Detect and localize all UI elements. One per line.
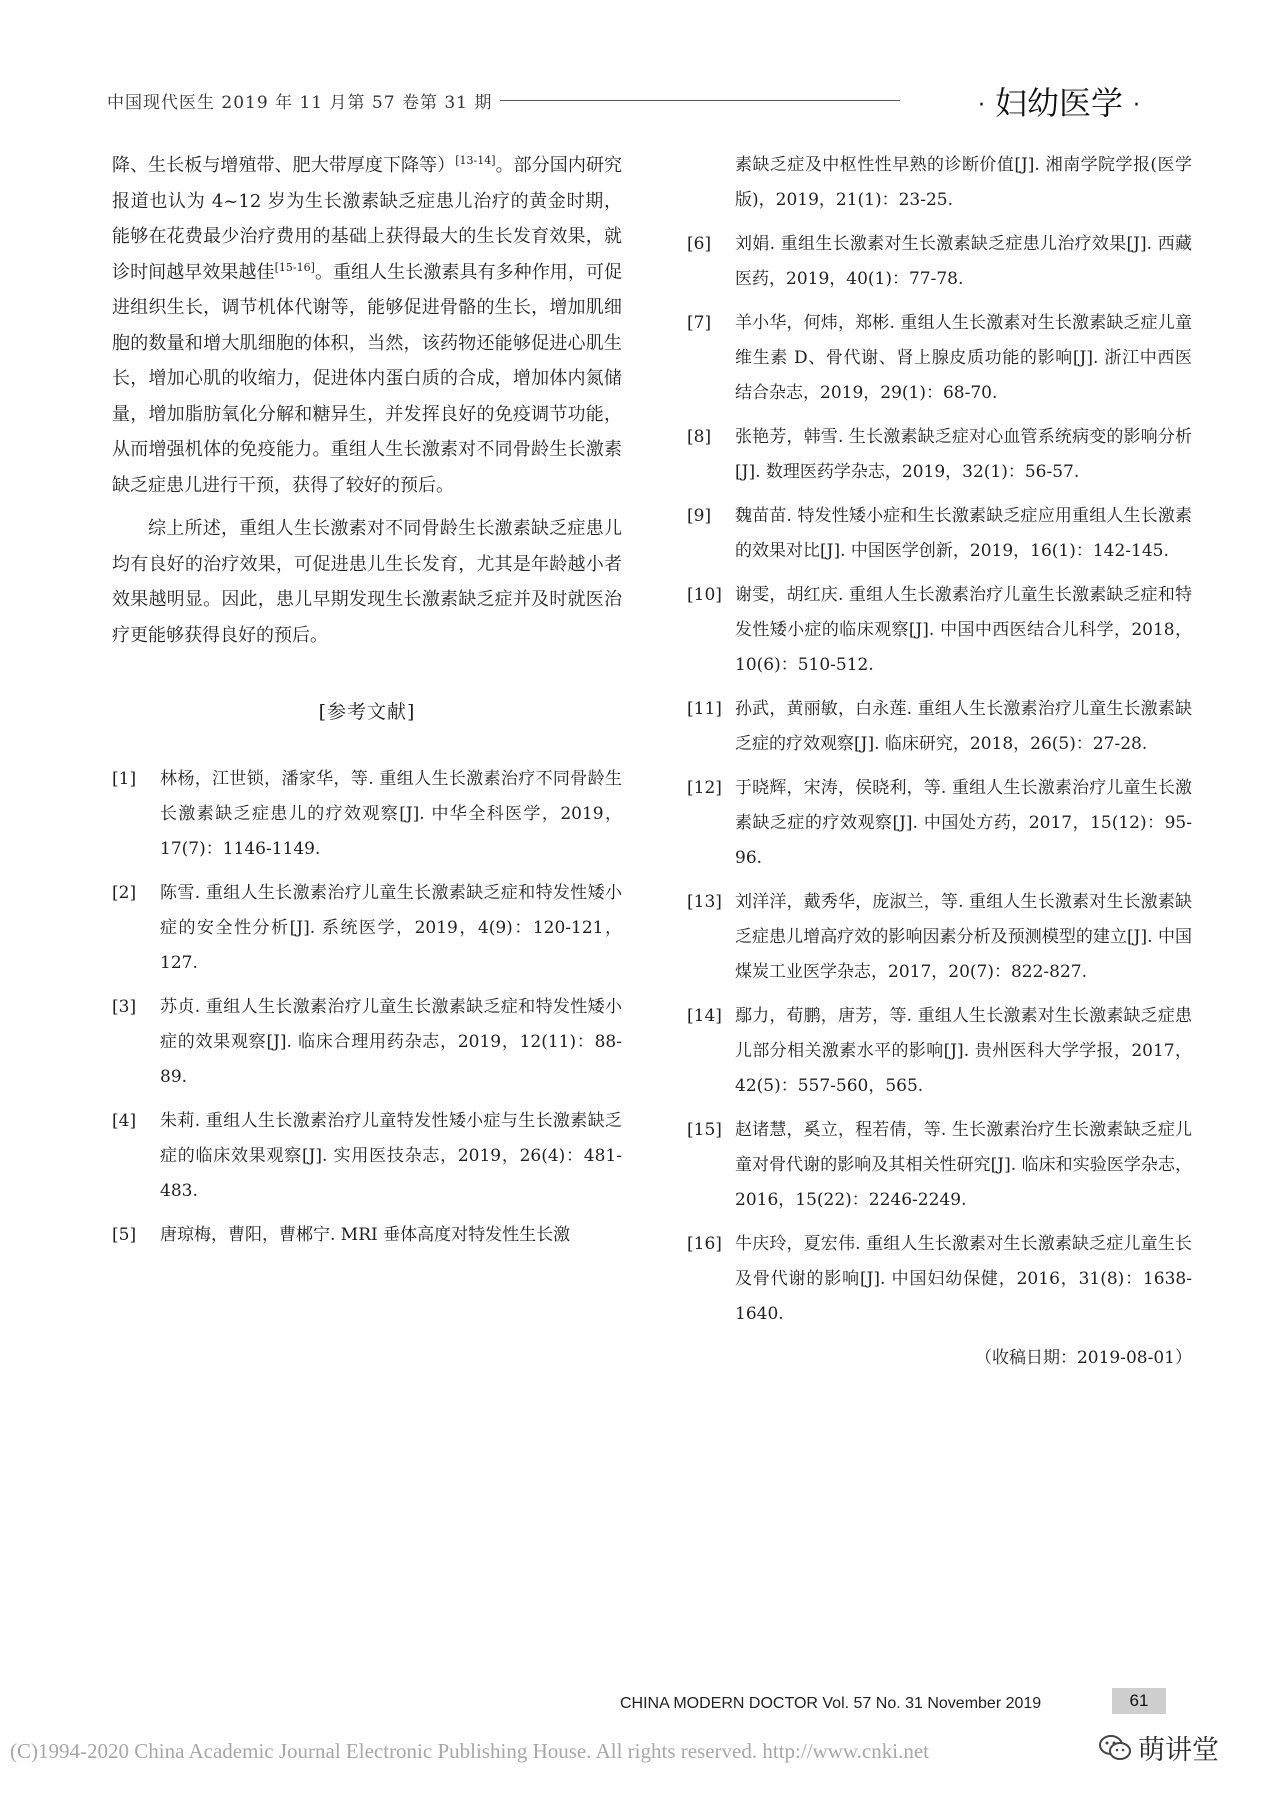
reference-text: 张艳芳，韩雪. 生长激素缺乏症对心血管系统病变的影响分析[J]. 数理医药学杂志，2019，32(1)：56-57. <box>735 427 1192 482</box>
body-paragraph-2: 综上所述，重组人生长激素对不同骨龄生长激素缺乏症患儿均有良好的治疗效果，可促进患儿生长发育，尤其是年龄越小者效果越明显。因此，患儿早期发现生长激素缺乏症并及时就医治疗更能够获得良好的预后。 <box>112 518 622 646</box>
reference-text: 刘洋洋，戴秀华，庞淑兰，等. 重组人生长激素对生长激素缺乏症患儿增高疗效的影响因素分析及预测模型的建立[J]. 中国煤炭工业医学杂志，2017，20(7)：822-827. <box>735 892 1192 982</box>
reference-text: 朱莉. 重组人生长激素治疗儿童特发性矮小症与生长激素缺乏症的临床效果观察[J]. 实用医技杂志，2019，26(4)：481-483. <box>160 1111 622 1201</box>
wechat-icon <box>1098 1734 1132 1762</box>
reference-number: [9] <box>687 506 712 526</box>
reference-text: 陈雪. 重组人生长激素治疗儿童生长激素缺乏症和特发性矮小症的安全性分析[J]. 系统医学，2019，4(9)：120-121，127. <box>160 883 622 973</box>
reference-item <box>687 1227 1192 1332</box>
body-paragraph-1: 降、生长板与增殖带、肥大带厚度下降等）[13-14]。部分国内研究报道也认为 4~12 岁为生长激素缺乏症患儿治疗的黄金时期，能够在花费最少治疗费用的基础上获得最大的生长发育效果，就诊时间越早效果越佳[15-16]。重组人生长激素具有多种作用，可促进组织生长，调节机体代谢等，能够促进骨骼的生长，增加肌细胞的数量和增大肌细胞的体积，当然，该药物还能够促进心肌生长，增加心肌的收缩力，促进体内蛋白质的合成，增加体内氮储量，增加脂肪氧化分解和糖异生，并发挥良好的免疫调节功能，从而增强机体的免疫能力。重组人生长激素对不同骨龄生长激素缺乏症患儿进行干预，获得了较好的预后。 <box>112 154 623 496</box>
reference-number: [8] <box>687 427 712 447</box>
reference-text: 刘娟. 重组生长激素对生长激素缺乏症患儿治疗效果[J]. 西藏医药，2019，40(1)：77-78. <box>735 234 1192 289</box>
reference-number: [1] <box>112 769 137 789</box>
watermark-text: 萌讲堂 <box>1138 1735 1219 1766</box>
reference-text: 林杨，江世锁，潘家华，等. 重组人生长激素治疗不同骨龄生长激素缺乏症患儿的疗效观察[J]. 中华全科医学，2019，17(7)：1146-1149. <box>160 769 622 859</box>
page-number: 61 <box>1112 1688 1166 1714</box>
section-dot-right: · <box>1133 92 1141 118</box>
reference-item <box>112 876 622 981</box>
reference-text: 谢雯，胡红庆. 重组人生长激素治疗儿童生长激素缺乏症和特发性矮小症的临床观察[J]. 中国中西医结合儿科学，2018，10(6)：510-512. <box>735 585 1192 675</box>
reference-text: 苏贞. 重组人生长激素治疗儿童生长激素缺乏症和特发性矮小症的效果观察[J]. 临床合理用药杂志，2019，12(11)：88-89. <box>160 997 622 1087</box>
reference-text: 孙武，黄丽敏，白永莲. 重组人生长激素治疗儿童生长激素缺乏症的疗效观察[J]. 临床研究，2018，26(5)：27-28. <box>735 699 1192 754</box>
reference-text: 于晓辉，宋涛，侯晓利，等. 重组人生长激素治疗儿童生长激素缺乏症的疗效观察[J]. 中国处方药，2017，15(12)：95-96. <box>735 778 1192 868</box>
citation-15-16[interactable]: [15-16] <box>274 260 315 274</box>
right-column <box>687 148 1192 1376</box>
received-date: （收稿日期：2019-08-01） <box>974 1348 1192 1368</box>
reference-5-continuation: 素缺乏症及中枢性性早熟的诊断价值[J]. 湘南学院学报(医学版)，2019，21(1)：23-25. <box>735 155 1192 210</box>
reference-item <box>112 990 622 1095</box>
reference-text: 羊小华，何炜，郑彬. 重组人生长激素对生长激素缺乏症儿童维生素 D、骨代谢、肾上腺皮质功能的影响[J]. 浙江中西医结合杂志，2019，29(1)：68-70. <box>735 313 1192 403</box>
section-label: 妇幼医学 <box>995 84 1124 122</box>
reference-item <box>687 692 1192 762</box>
reference-number: [12] <box>687 778 722 798</box>
citation-13-14[interactable]: [13-14] <box>455 154 496 167</box>
left-column <box>112 148 622 1262</box>
reference-number: [4] <box>112 1111 137 1131</box>
watermark <box>1098 1728 1219 1767</box>
reference-number: [14] <box>687 1006 722 1026</box>
footer-citation: CHINA MODERN DOCTOR Vol. 57 No. 31 November 2019 <box>620 1695 1042 1712</box>
reference-item <box>687 499 1192 569</box>
reference-number: [2] <box>112 883 137 903</box>
reference-number: [15] <box>687 1120 722 1140</box>
references-list-left <box>112 762 622 1253</box>
reference-text: 唐琼梅，曹阳，曹郴宁. MRI 垂体高度对特发性生长激 <box>160 1225 571 1245</box>
reference-item <box>687 885 1192 990</box>
reference-item <box>687 420 1192 490</box>
reference-number: [7] <box>687 313 712 333</box>
reference-text: 鄢力，荀鹏，唐芳，等. 重组人生长激素对生长激素缺乏症患儿部分相关激素水平的影响[J]. 贵州医科大学学报，2017，42(5)：557-560，565. <box>735 1006 1192 1096</box>
reference-item <box>687 227 1192 297</box>
reference-item <box>112 1218 622 1253</box>
reference-number: [13] <box>687 892 722 912</box>
reference-number: [3] <box>112 997 137 1017</box>
section-dot-left: · <box>978 92 985 118</box>
reference-text: 魏苗苗. 特发性矮小症和生长激素缺乏症应用重组人生长激素的效果对比[J]. 中国医学创新，2019，16(1)：142-145. <box>735 506 1192 561</box>
reference-number: [10] <box>687 585 722 605</box>
reference-number: [11] <box>687 699 722 719</box>
section-title <box>968 78 1150 124</box>
references-heading: [参考文献] <box>318 701 416 723</box>
reference-number: [6] <box>687 234 712 254</box>
reference-number: [16] <box>687 1234 722 1254</box>
reference-item <box>687 578 1192 683</box>
header-rule <box>500 100 900 101</box>
copyright-line: (C)1994-2020 China Academic Journal Electronic Publishing House. All rights reserved. http://www.cnki.net <box>10 1739 929 1763</box>
reference-item <box>687 771 1192 876</box>
reference-item <box>112 1104 622 1209</box>
reference-text: 牛庆玲，夏宏伟. 重组人生长激素对生长激素缺乏症儿童生长及骨代谢的影响[J]. 中国妇幼保健，2016，31(8)：1638-1640. <box>735 1234 1192 1324</box>
reference-number: [5] <box>112 1225 137 1245</box>
reference-text: 赵诸慧，奚立，程若倩，等. 生长激素治疗生长激素缺乏症儿童对骨代谢的影响及其相关性研究[J]. 临床和实验医学杂志，2016，15(22)：2246-2249. <box>735 1120 1192 1210</box>
references-list-right <box>687 227 1192 1332</box>
reference-item <box>112 762 622 867</box>
reference-item <box>687 999 1192 1104</box>
reference-continuation <box>687 148 1192 218</box>
reference-item <box>687 1113 1192 1218</box>
reference-item <box>687 306 1192 411</box>
journal-header: 中国现代医生 2019 年 11 月第 57 卷第 31 期 <box>107 93 493 113</box>
